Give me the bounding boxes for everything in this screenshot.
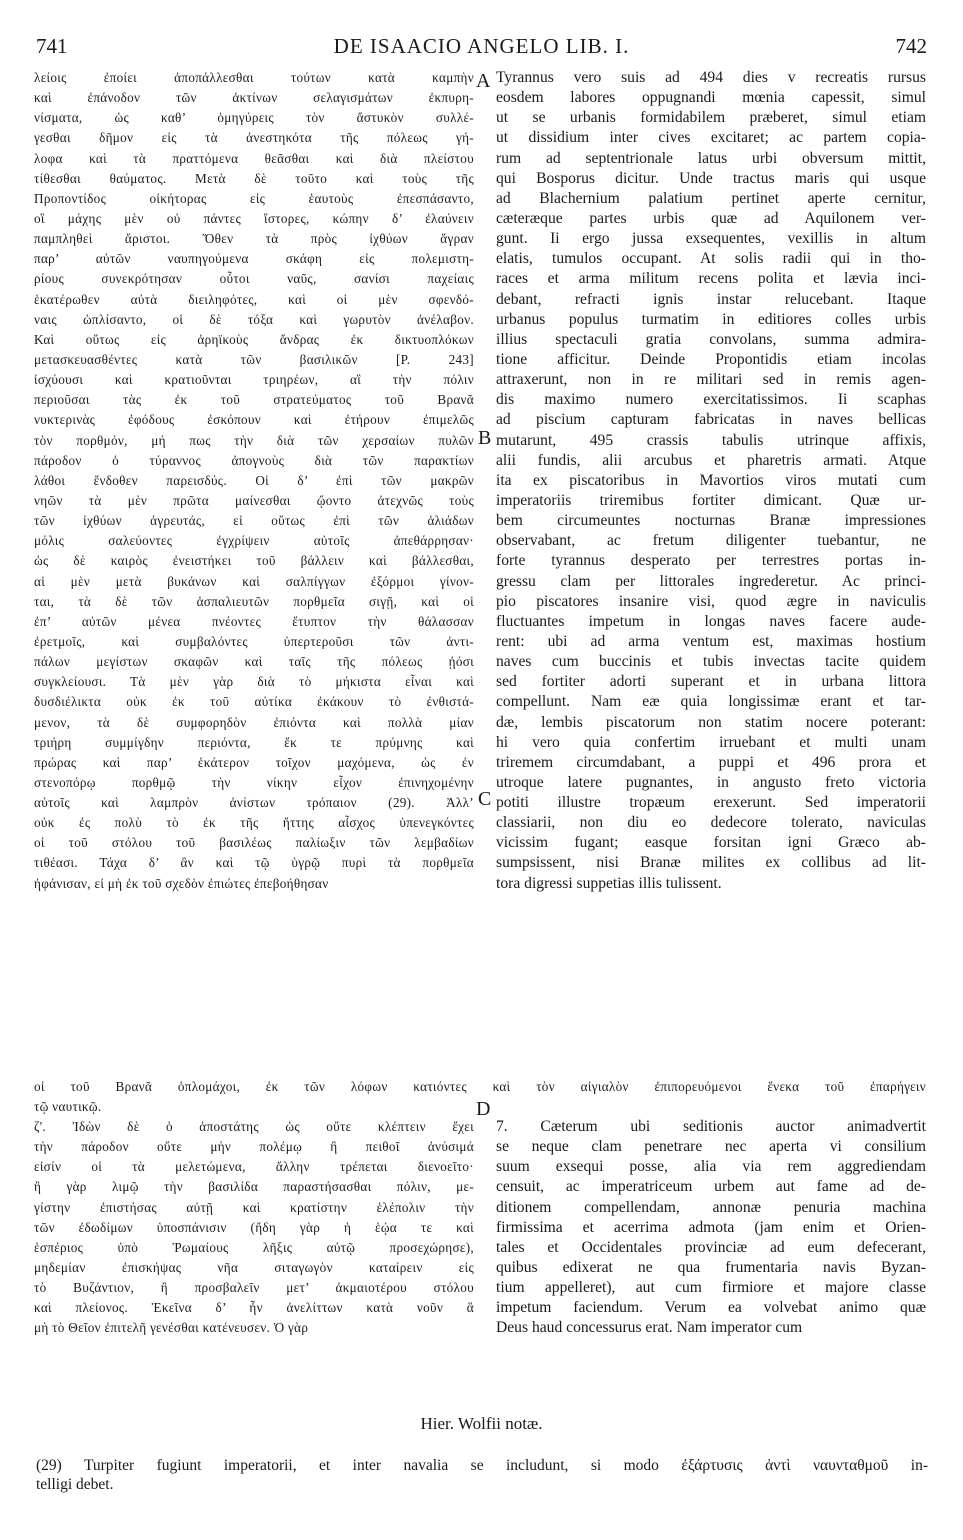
- text-line: συγκλείουσι. Τὰ μὲν γὰρ διὰ τὸ μήκιστα εἶναι καὶ: [34, 674, 474, 690]
- text-line: ζ'. Ἰδὼν δὲ ὁ ἀποστάτης ὡς οὔτε κλέπτειν ἔχει: [34, 1119, 474, 1134]
- text-line: dæ, lembis piscatorum non statim nocere poterant:: [496, 713, 926, 731]
- text-line: tione afficitur. Deinde Propontidis etiam incolas: [496, 350, 926, 368]
- text-line: compellunt. Nam eæ quia longissimæ erant et tar-: [496, 693, 926, 711]
- text-line: ἑκατέρωθεν αὐτὰ διειληφότες, καὶ οἱ μὲν σφενδό-: [34, 291, 474, 307]
- text-line: ad Blachernium palatium pertinet aperte cernitur,: [496, 189, 926, 207]
- footnote: [36, 1456, 928, 1494]
- text-line: πρώρας καὶ παρ’ ἑκάτερον τοῖχον μαχόμενα, ὡς ἐν: [34, 754, 474, 770]
- text-line: (29) Turpiter fugiunt imperatorii, et inter navalia se includunt, si modo ἐξάρτυσις ἀντὶ ναυνταθμοῦ in-: [36, 1457, 928, 1474]
- text-line: οἳ μάχης μὲν οὐ πάντες ἵστορες, κώπην δ’ ἐλαύνειν: [34, 210, 474, 226]
- text-line: ad piscium capturam fabricatas in naves bellicas: [496, 411, 926, 429]
- text-line: pio piscatores insanire visi, quod ægre in naviculis: [496, 592, 926, 610]
- full-width-greek-line: [34, 1077, 926, 1117]
- text-line: Καὶ οὕτως εἰς ἀρηϊκοὺς ἄνδρας ἐκ δικτυοπλόκων: [34, 331, 474, 347]
- text-line: dis maximo numero exercitatissimos. Ii scaphas: [496, 391, 926, 409]
- text-line: ditionem compellendam, annonæ penuria machina: [496, 1198, 926, 1216]
- text-line: μὴ τὸ Θεῖον ἐπιτελῆ γενέσθαι κατένευσεν. Ὁ γὰρ: [34, 1320, 309, 1336]
- text-line: debant, refracti ignis instar relucebant. Itaque: [496, 290, 926, 308]
- text-line: illius spectaculi gratia convolans, summa admira-: [496, 330, 926, 348]
- text-line: rent: ubi ad arma ventum est, maximas hostium: [496, 632, 926, 650]
- text-line: attraxerunt, non in re militari sed in remis agen-: [496, 371, 926, 389]
- text-line: τὸ Βυζάντιον, ἢ προσβαλεῖν μετ’ ἀκμαιοτέρου στόλου: [34, 1280, 474, 1296]
- text-line: imperatoriis triremibus fortiter dimicant. Quæ ur-: [496, 491, 926, 509]
- text-line: tium appelleret), aut cum firmiore et majore classe: [496, 1279, 926, 1297]
- text-line: cæteræque partes urbis quæ ad Aquilonem ver-: [496, 209, 926, 227]
- page-number-right: 742: [895, 34, 927, 58]
- text-line: Tyrannus vero suis ad 494 dies v recreatis rursus: [496, 69, 926, 86]
- text-line: firmissima et acerrima admota (jam enim et Orien-: [496, 1218, 926, 1236]
- text-line: τριήρη συμμίγδην περιόντα, ἔκ τε πρύμνης καὶ: [34, 734, 474, 750]
- text-line: impetum faciendum. Verum ea volvebat animo quæ: [496, 1299, 926, 1317]
- page-number-left: 741: [36, 34, 68, 58]
- text-line: ut se urbanis formidabilem præberet, simul etiam: [496, 109, 926, 127]
- text-line: καὶ ἐπάνοδον τῶν ἀκτίνων σελαγισμάτων ἐκπυρη-: [34, 90, 474, 106]
- text-line: Προποντίδος οἰκήτορας εἰς ἑαυτοὺς ἐπεσπάσαντο,: [34, 190, 474, 206]
- text-line: Deus haud concessurus erat. Nam imperator cum: [496, 1319, 803, 1337]
- running-header: [36, 34, 927, 64]
- text-line: vicissim fugant; easque forsitan igni Græco ab-: [496, 834, 926, 852]
- text-line: ται, τὰ δὲ τῶν ἁσπαλιευτῶν πορθμεῖα σιγῇ, καὶ οἱ: [34, 593, 474, 609]
- text-line: ναις ὡπλίσαντο, οἱ δὲ τόξα καὶ γωρυτὸν ἀνέλαβον.: [34, 311, 474, 327]
- text-line: suum exsequi posse, alia via rem aggrediendam: [496, 1158, 926, 1176]
- margin-letter-c: C: [478, 788, 492, 810]
- text-line: quibus edixerat ne qua frumentaria navis Byzan-: [496, 1258, 926, 1276]
- text-line: sed fortiter adorti superant et in urbana littora: [496, 673, 926, 691]
- text-line: mutarunt, 495 crassis tabulis utrinque affixis,: [496, 431, 926, 449]
- text-line: ἰσχύουσι καὶ κρατιοῦνται τριηρέων, αἳ τὴν πόλιν: [34, 372, 474, 388]
- text-line: παρ’ αὐτῶν ναυπηγούμενα σκάφη εἰς πολεμιστη-: [34, 251, 474, 267]
- text-line: τῷ ναυτικῷ.: [34, 1099, 102, 1115]
- text-line: τῶν ἐδωδίμων ὑποσπάνισιν (ἤδη γὰρ ἡ ἑῴα τε καὶ: [34, 1219, 474, 1235]
- text-line: gunt. Ii ergo jussa exsequentes, vexillis in altum: [496, 230, 926, 248]
- text-line: ἐπ’ αὐτῶν μένεα πνέοντες ἔτυπτον τὴν θάλασσαν: [34, 613, 474, 629]
- text-line: ἑσπέριος ὑπὸ Ῥωμαίους λῆξις αὐτῷ προσεχώρησε),: [34, 1239, 474, 1255]
- text-line: δυσδιέλικτα οὐκ ἐκ τοῦ αὐτίκα ἐκάκουν τὸ ἐνθιστά-: [34, 694, 474, 710]
- text-line: πάροδον ὁ τύραννος ἀπογνοὺς διὰ τῶν παρακτίων: [34, 452, 474, 468]
- greek-column-upper: [34, 68, 474, 894]
- text-line: νηῶν τὰ μὲν πρῶτα μαίνεσθαι ᾤοντο ἀτεχνῶς τοὺς: [34, 492, 474, 508]
- text-line: sumpsissent, nisi Branæ milites ex collibus ad lit-: [496, 854, 926, 872]
- text-line: τὸν πορθμόν, μή πως τὴν διὰ τῶν χερσαίων πυλῶν: [34, 432, 474, 448]
- text-line: 7. Cæterum ubi seditionis auctor animadvertit: [496, 1118, 926, 1135]
- text-line: races et arma militum recens polita et lævia inci-: [496, 270, 926, 288]
- text-line: αἱ μὲν μετὰ βυκάνων καὶ σαλπίγγων ἐξόρμοι γίνον-: [34, 573, 474, 589]
- text-line: qui Bosporus dicitur. Unde tractus maris qui usque: [496, 169, 926, 187]
- margin-letter-a: A: [476, 70, 491, 92]
- greek-column-lower: [34, 1117, 474, 1339]
- text-line: ὡς δὲ καιρὸς ἐνειστήκει τοῦ βάλλειν καὶ βάλλεσθαι,: [34, 553, 474, 569]
- text-line: forte tyrannus desperato per terrestres portas in-: [496, 552, 926, 570]
- margin-letter-d: D: [476, 1098, 491, 1120]
- latin-column-lower: [496, 1117, 926, 1339]
- text-line: censuit, ac imperatriceum urbem aut fame ad de-: [496, 1178, 926, 1196]
- text-line: τὴν πάροδον οὔτε μὴν πολέμῳ ἢ πειθοῖ ἀνύσιμά: [34, 1139, 474, 1155]
- text-line: μετασκευασθέντες κατὰ τῶν βασιλικῶν [P. 243]: [34, 351, 474, 367]
- text-line: elatis, tumulos occupant. At solis radii qui in tho-: [496, 250, 926, 268]
- text-line: observabant, ac fretum diligenter tuebantur, ne: [496, 532, 926, 550]
- text-line: μενον, τὰ δὲ συμφορηδὸν ἐπιόντα καὶ πολλὰ μίαν: [34, 714, 474, 730]
- text-line: μόλις σαλεύοντες ἐγχρίψειν αὐτοῖς ἀπεθάρρησαν·: [34, 533, 474, 549]
- text-line: triremem circumdabant, a puppi et 496 prora et: [496, 753, 926, 771]
- text-line: telligi debet.: [36, 1476, 114, 1493]
- text-line: οὐκ ἐς πολὺ τὸ ἐκ τῆς ἥττης αἶσχος ὑπενεγκόντες: [34, 815, 474, 831]
- text-line: τιθέασι. Τάχα δ’ ἂν καὶ τῷ ὑγρῷ πυρὶ τὰ πορθμεῖα: [34, 855, 474, 871]
- text-line: urbanus populus turmatim in editiores colles urbis: [496, 310, 926, 328]
- text-line: classiarii, non diu eo dedecore tolerato, naviculas: [496, 814, 926, 832]
- text-line: παμπληθεὶ ἄριστοι. Ὅθεν τὰ πρὸς ἰχθύων ἄγραν: [34, 231, 474, 247]
- text-line: ρίους συνεκρότησαν οὗτοι ναῦς, σανίσι παχείαις: [34, 271, 474, 287]
- text-line: rum ad septentrionale latus urbi obversum mittit,: [496, 149, 926, 167]
- text-line: ἐρετμοῖς, καὶ συμβαλόντες ὑπερτεροῦσι τῶν ἀντι-: [34, 633, 474, 649]
- text-line: λάθοι ἔνδοθεν παρεισδύς. Οἱ δ’ ἐπὶ τῶν μακρῶν: [34, 472, 474, 488]
- text-line: μηδεμίαν ἐπισκήψας νῆα σιταγωγὸν καταίρειν εἰς: [34, 1259, 474, 1275]
- text-line: tora digressi suppetias illis tulissent.: [496, 874, 722, 892]
- text-line: λείοις ἐποίει ἀποπάλλεσθαι τούτων κατὰ καμπὴν: [34, 70, 474, 85]
- margin-letter-b: B: [478, 427, 492, 449]
- text-line: utroque latere pugnantes, in angusto freto victoria: [496, 773, 926, 791]
- text-line: τῶν ἰχθύων ἀγρευτάς, εἰ οὕτως ἐπὶ τῶν ἁλιάδων: [34, 513, 474, 529]
- text-line: tales et Occidentales provinciæ ad eum defecerant,: [496, 1238, 926, 1256]
- text-line: νίσματα, ὡς καθ’ ὁμηγύρεις τὸν ἄστυκὸν συλλέ-: [34, 110, 474, 126]
- text-line: ita ex piscatoribus in Mavortios viros mutati cum: [496, 471, 926, 489]
- text-line: naves cum buccinis et tubis invectas tacite quidem: [496, 653, 926, 671]
- text-line: gressu clam per littorales ingrederetur. Ac princi-: [496, 572, 926, 590]
- text-line: περιοῦσαι τὰς ἐκ τοῦ στρατεύματος τοῦ Βρανᾶ: [34, 392, 474, 408]
- text-line: πάλων μεγίστων σκαφῶν καὶ ταῖς τῆς πόλεως ᾐόσι: [34, 654, 474, 670]
- text-line: οἱ τοῦ στόλου τοῦ βασιλέως παλίωξιν τῶν λεμβαδίων: [34, 835, 474, 851]
- text-line: τίθεσθαι θαύματος. Μετὰ δὲ τοῦτο καὶ τοὺς τῆς: [34, 170, 474, 186]
- text-line: στενοπόρῳ πορθμῷ τὴν νίκην εἶχον ἐπινηχομένην: [34, 774, 474, 790]
- text-line: eosdem labores oppugnandi mœnia capessit, simul: [496, 89, 926, 107]
- text-line: αὐτοῖς καὶ λαμπρὸν ἀνίστων τρόπαιον (29). Ἀλλ’: [34, 795, 474, 811]
- text-line: bem circumeuntes nocturnas Branæ impressiones: [496, 512, 926, 530]
- text-line: ut dissidium inter cives excitaret; ac partem copia-: [496, 129, 926, 147]
- text-line: alii fundis, alii arcubus et pharetris armati. Atque: [496, 451, 926, 469]
- text-line: hi vero quia confertim irruebant et multi unam: [496, 733, 926, 751]
- text-line: νυκτερινὰς ἐφόδους ἐσκόπουν καὶ ἐτήρουν ἐπιμελῶς: [34, 412, 474, 428]
- running-title: DE ISAACIO ANGELO LIB. I.: [333, 34, 630, 58]
- text-line: καὶ πλείονος. Ἐκεῖνα δ’ ἦν ἀνελίττων κατὰ νοῦν ἃ: [34, 1300, 474, 1316]
- text-line: ἠφάνισαν, εἰ μὴ ἐκ τοῦ σχεδὸν ἐπιώτες ἐπεβοήθησαν: [34, 875, 329, 891]
- text-line: γίστην ἐπιστήσας αὐτῇ καὶ κρατίστην ἑλέπολιν τὴν: [34, 1199, 474, 1215]
- text-line: οἱ τοῦ Βρανᾶ ὁπλομάχοι, ἐκ τῶν λόφων κατιόντες καὶ τὸν αἰγιαλὸν ἐπιπορευόμενοι ἕνεκα τοῦ ἐπαρήγειν: [34, 1079, 926, 1094]
- text-line: se neque clam penetrare nec aperta vi consilium: [496, 1138, 926, 1156]
- text-line: ἢ γὰρ λιμῷ τὴν βασιλίδα παραστήσασθαι πόλιν, με-: [34, 1179, 474, 1195]
- text-line: fluctuantes impetum in longas naves facere aude-: [496, 612, 926, 630]
- text-line: λοφα καὶ τὰ πραττόμενα θεᾶσθαι καὶ διὰ πλείστου: [34, 150, 474, 166]
- notes-heading: Hier. Wolfii notæ.: [420, 1414, 543, 1433]
- text-line: γεσθαι δῆμον εἰς τὰ ἀνεστηκότα τῆς πόλεως γή-: [34, 130, 474, 146]
- latin-column-upper: [496, 68, 926, 894]
- text-line: εἰσίν οἱ τὰ μελετώμενα, ἄλλην τρέπεται διενοεῖτο·: [34, 1159, 474, 1175]
- text-line: potiti illustre tropæum erexerunt. Sed imperatorii: [496, 794, 926, 812]
